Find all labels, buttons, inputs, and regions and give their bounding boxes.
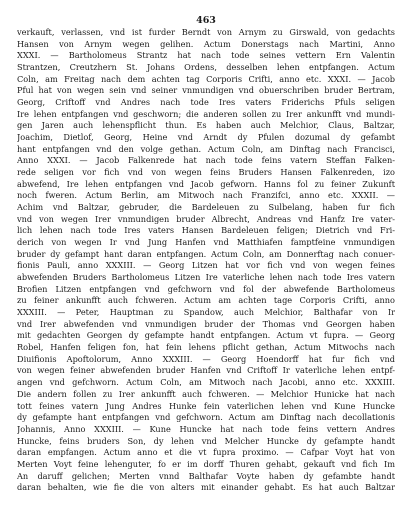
- text-line: von wegen feiner abwefenden bruder Hanfen vnd Criftoff Ir vaterliche lehen entpf-: [17, 365, 395, 376]
- text-line: mit gedachten Georgen dy gefampte handt entpfangen. Actum vt fupra. — Georg: [17, 330, 395, 341]
- text-line: abwefenden Bruders Bartholomeus Litzen Ire vaterliche lehen nach tode Ires vatern: [17, 272, 395, 283]
- text-line: Coln, am Freitag nach dem achten tag Corporis Crifti, anno etc. XXXI. — Jacob: [17, 73, 395, 84]
- text-line: hant entpfangen vnd den volge gethan. Actum Coln, am Dinftag nach Francisci,: [17, 143, 395, 154]
- text-line: vnd von wegen Irer vnmundigen bruder Albrecht, Andreas vnd Hanfz Ire vater-: [17, 213, 395, 224]
- text-line: Robel, Hanfen feligen fon, hat fein lehens pflicht gethan, Actum Mitwochs nach: [17, 342, 395, 353]
- text-line: daran empfangen. Actum anno et die vt fupra proximo. — Cafpar Voyt hat von: [17, 447, 395, 458]
- text-line: Hansen von Arnym wegen gelihen. Actum Donerstags nach Martini, Anno: [17, 38, 395, 49]
- text-line: noch fweren. Actum Berlin, am Mitwoch nach Franzifci, anno etc. XXXII. —: [17, 190, 395, 201]
- text-line: XXXIII. — Peter, Hauptman zu Spandow, auch Melchior, Balthafar von Ir: [17, 307, 395, 318]
- text-line: vnd Irer abwefenden vnd vnmundigen bruder der Thomas vnd Georgen haben: [17, 318, 395, 329]
- text-line: Johannis, Anno XXXIII. — Kune Huncke hat nach tode feins vettern Andres: [17, 423, 395, 434]
- text-line: Georg, Criftoff vnd Andres nach tode Ires vaters Friderichs Pfuls seligen: [17, 97, 395, 108]
- text-line: angen vnd gefchworn. Actum Coln, am Mitwoch nach Jacobi, anno etc. XXXIII.: [17, 377, 395, 388]
- text-line: daran behalten, wie fie die von alters mit einander gehabt. Es hat auch Baltzar: [17, 482, 395, 493]
- text-line: Strantzen, Creutzhern St. Johans Ordens, desselben lehen entpfangen. Actum: [17, 62, 395, 73]
- text-line: Brofien Litzen entpfangen vnd gefchworn vnd fol der abwefende Bartholomeus: [17, 283, 395, 294]
- text-line: rede seligen vor fich vnd von wegen feins Bruders Hansen Falkenreden, izo: [17, 167, 395, 178]
- text-line: Anno XXXI. — Jacob Falkenrede hat nach tode feins vatern Steffan Falken-: [17, 155, 395, 166]
- text-line: Pful hat von wegen sein vnd seiner vnmundigen vnd obuerschriben bruder Bertram,: [17, 85, 395, 96]
- body-text: [17, 27, 395, 494]
- text-line: Achim vnd Baltzar, gebruder, die Bardeleuen zu Sulbelang, haben fur fich: [17, 202, 395, 213]
- text-line: Joachim, Dietlof, Georg, Heine vnd Arndt dy Pfulen dozumal dy gefambt: [17, 132, 395, 143]
- text-line: Die andern follen zu Irer ankunfft auch fchweren. — Melchior Hunicke hat nach: [17, 388, 395, 399]
- text-line: bruder dy gefampt hant daran entpfangen. Actum Coln, am Donnerftag nach conuer-: [17, 248, 395, 259]
- text-line: abwefend, Ire lehen entpfangen vnd Jacob gefworn. Hanns fol zu feiner Zukunft: [17, 178, 395, 189]
- text-line: verkauft, verlassen, vnd ist furder Berndt von Arnym zu Girswald, von gedachts: [17, 27, 395, 37]
- text-line: zu feiner ankunfft auch fchweren. Actum am achten tage Corporis Crifti, anno: [17, 295, 395, 306]
- text-line: derich von wegen Ir vnd Jung Hanfen vnd Matthiafen famptfeine vnmundigen: [17, 237, 395, 248]
- page-number: 463: [196, 15, 216, 26]
- text-line: dy gefampte hant entpfangen vnd gefchworn. Actum am Dinftag nach decollationis: [17, 412, 395, 423]
- text-line: XXXI. — Bartholomeus Strantz hat nach tode seines vettern Ern Valentin: [17, 50, 395, 61]
- text-line: lich lehen nach tode Ires vaters Hansen Bardeleuen feligen; Dietrich vnd Fri-: [17, 225, 395, 236]
- text-line: Ire lehen entpfangen vnd geschworn; die anderen sollen zu Irer ankunfft vnd mundi-: [17, 108, 395, 119]
- text-line: Merten Voyt feine lehenguter, fo er im dorff Thuren gehabt, gekauft vnd fich Im: [17, 458, 395, 469]
- text-line: Diuifionis Apoftolorum, Anno XXXIII. — Georg Hoendorff hat fur fich vnd: [17, 353, 395, 364]
- text-line: tott feines vatern Jung Andres Hunke fein vaterlichen lehen vnd Kune Huncke: [17, 400, 395, 411]
- text-line: Huncke, feins bruders Son, dy lehen vnd Melcher Huncke dy gefampte handt: [17, 435, 395, 446]
- text-line: gen Jaren auch lehenspflicht thun. Es haben auch Melchior, Claus, Baltzar,: [17, 120, 395, 131]
- text-line: An daruff gelichen; Merten vnnd Balthafar Voyte haben dy gefambte handt: [17, 470, 395, 481]
- text-line: fionis Pauli, anno XXXIII. — Georg Litzen hat vor fich vnd von wegen feines: [17, 260, 395, 271]
